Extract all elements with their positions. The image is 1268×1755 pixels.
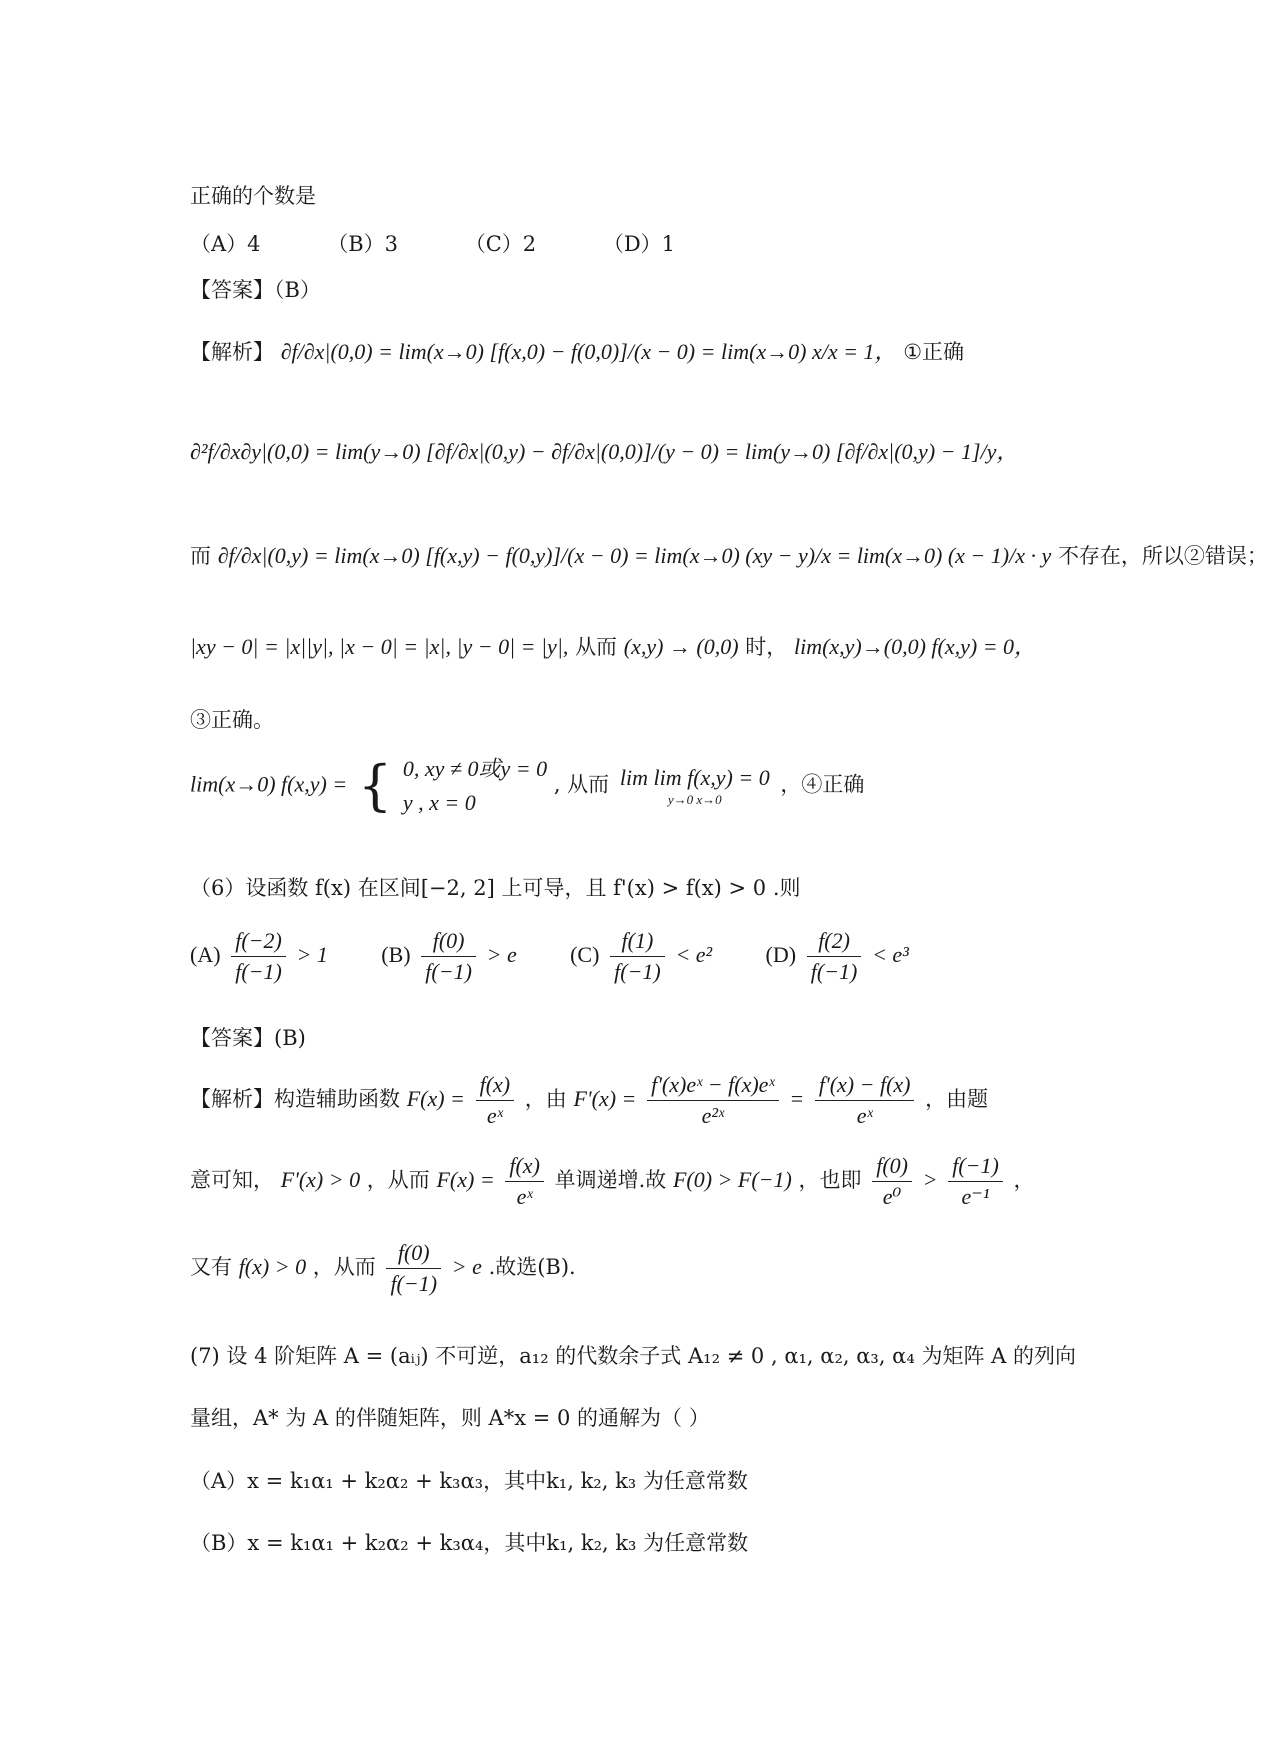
- tag-4: ，④正确: [780, 772, 865, 797]
- q6-a1-text: 构造辅助函数: [274, 1087, 400, 1111]
- q7-line-1: (7) 设 4 阶矩阵 A = (aᵢⱼ) 不可逆，a₁₂ 的代数余子式 A₁₂ ≠ 0 , α₁, α₂, α₃, α₄ 为矩阵 A 的列向: [190, 1344, 1076, 1368]
- q7-option-b: （B）x = k₁α₁ + k₂α₂ + k₃α₄，其中k₁, k₂, k₃ 为任意常数: [190, 1531, 749, 1555]
- q6-a3-start: 又有: [190, 1255, 232, 1279]
- q6-option-d-frac: [807, 928, 862, 985]
- q6-option-b-label: (B): [381, 942, 411, 967]
- answer-1: 【答案】（B）: [190, 278, 321, 302]
- q6-a2-also: ，也即: [798, 1168, 862, 1192]
- piecewise-cases: [403, 752, 547, 820]
- case-1: 0, xy ≠ 0或y = 0: [402, 756, 548, 781]
- q6-a-den: f(−1): [235, 959, 282, 984]
- q6-a3-then: ，从而: [312, 1255, 376, 1279]
- option-c: （C）2: [464, 232, 537, 256]
- q6-a1-F: F(x) =: [406, 1086, 465, 1111]
- q6-answer: 【答案】(B): [190, 1026, 306, 1050]
- q6-a2-n2: f(−1): [948, 1153, 1003, 1182]
- q6-a2-frac3: [948, 1153, 1003, 1210]
- q6-a2-then: ，从而: [366, 1168, 430, 1192]
- analysis-line-4: [190, 630, 1036, 661]
- option-d: （D）1: [602, 232, 676, 256]
- q6-option-c-frac: [610, 928, 665, 985]
- line4-mid: 从而: [575, 635, 618, 659]
- q6-option-a: [190, 928, 335, 984]
- q7-line-2: 量组，A* 为 A 的伴随矩阵，则 A*x = 0 的通解为（ ）: [190, 1406, 710, 1430]
- q6-a2-n1: f(0): [872, 1153, 912, 1182]
- q6-option-a-frac: [231, 928, 286, 985]
- q6-a2-end: ，: [1013, 1168, 1035, 1192]
- option-b: （B）3: [327, 232, 399, 256]
- q6-b-rel: > e: [486, 942, 517, 967]
- q6-analysis-line-2: [190, 1153, 1035, 1210]
- q6-d-den: f(−1): [810, 959, 858, 984]
- limit-condition: (x,y) → (0,0): [623, 634, 739, 659]
- q6-a2-ineq: F(0) > F(−1): [672, 1167, 792, 1192]
- q6-a1-frac2: [647, 1072, 779, 1129]
- q6-a2-frac: [505, 1153, 544, 1210]
- q6-a1-end: ，由题: [925, 1087, 989, 1111]
- option-a: （A）4: [190, 232, 261, 256]
- question-intro: 正确的个数是: [190, 184, 316, 208]
- analysis-tag-1: ①正确: [903, 340, 965, 364]
- line4-when: 时，: [745, 635, 788, 659]
- q6-a1-eq: =: [789, 1086, 805, 1111]
- analysis-line-1: [190, 335, 964, 366]
- iterated-limit-expr: lim lim f(x,y) = 0: [619, 764, 770, 790]
- q6-a1-den2: e²ˣ: [701, 1103, 725, 1128]
- q6-d-rel: < e³: [872, 942, 909, 967]
- q6-a2-Fp: F'(x) > 0: [280, 1167, 361, 1192]
- line6-mid: , 从而: [553, 772, 610, 797]
- analysis-line-5: ③正确。: [190, 708, 274, 732]
- q6-a2-gt: >: [922, 1167, 938, 1192]
- q6-a1-num: f(x): [476, 1072, 515, 1101]
- q6-a1-den: eˣ: [486, 1103, 503, 1128]
- analysis-line-2: [190, 435, 1018, 466]
- q6-option-a-label: (A): [190, 942, 221, 967]
- q6-a1-num2: f'(x)eˣ − f(x)eˣ: [647, 1072, 779, 1101]
- analysis-label: 【解析】: [190, 340, 274, 364]
- mixed-partial-formula: ∂²f/∂x∂y|(0,0) = lim(y→0) [∂f/∂x|(0,y) − ∂f/∂x|(0,0)]/(y − 0) = lim(y→0) [∂f/∂x|(0,y) − 1]/y，: [190, 439, 1019, 464]
- q6-a1-den3: eˣ: [856, 1103, 873, 1128]
- q6-a1-frac: [476, 1072, 515, 1129]
- iterated-limit: [619, 764, 770, 807]
- q6-a-rel: > 1: [296, 942, 328, 967]
- q6-option-c: [570, 928, 719, 984]
- options-row-1: [190, 228, 735, 258]
- q6-a2-den: eˣ: [516, 1184, 533, 1209]
- q6-a3-den: f(−1): [390, 1271, 438, 1296]
- q6-a2-d2: e⁻¹: [961, 1184, 990, 1209]
- analysis-line-3: [190, 540, 1268, 570]
- q6-analysis-label: 【解析】: [190, 1087, 274, 1111]
- q6-a2-start: 意可知，: [190, 1168, 274, 1192]
- q6-a1-Fp: F'(x) =: [573, 1086, 637, 1111]
- q6-a2-num: f(x): [505, 1153, 544, 1182]
- q6-a2-mono: 单调递增.故: [554, 1168, 667, 1192]
- q6-analysis-line-3: [190, 1240, 576, 1297]
- q6-stem: [190, 872, 801, 902]
- q6-a2-F: F(x) =: [436, 1167, 495, 1192]
- q6-option-b: [381, 928, 523, 984]
- q6-analysis-line-1: [190, 1072, 988, 1129]
- line3-prefix: 而: [190, 544, 211, 568]
- q7-option-a: （A）x = k₁α₁ + k₂α₂ + k₃α₃，其中k₁, k₂, k₃ 为任意常数: [190, 1469, 748, 1493]
- q6-a3-fx: f(x) > 0: [238, 1254, 307, 1279]
- q6-option-d-label: (D): [765, 942, 797, 967]
- partial-x-formula: ∂f/∂x|(0,y) = lim(x→0) [f(x,y) − f(0,y)]/(x − 0) = lim(x→0) (xy − y)/x = lim(x→0) (x − 1)/x · y: [217, 543, 1052, 568]
- q6-a-num: f(−2): [231, 928, 286, 957]
- q6-a3-end: .故选(B).: [488, 1255, 576, 1279]
- q6-a1-frac3: [815, 1072, 915, 1129]
- left-brace: {: [357, 754, 393, 818]
- q6-b-den: f(−1): [425, 959, 472, 984]
- q6-options: [190, 928, 909, 985]
- q6-option-c-label: (C): [570, 942, 600, 967]
- q6-a1-num3: f'(x) − f(x): [815, 1072, 915, 1101]
- analysis-formula-1: ∂f/∂x|(0,0) = lim(x→0) [f(x,0) − f(0,0)]/(x − 0) = lim(x→0) x/x = 1，: [280, 339, 897, 364]
- double-limit: lim(x,y)→(0,0) f(x,y) = 0，: [793, 634, 1037, 659]
- q6-a2-d1: e⁰: [882, 1184, 902, 1209]
- q6-d-num: f(2): [807, 928, 862, 957]
- q6-a2-frac2: [872, 1153, 912, 1210]
- q6-option-d: [765, 928, 909, 984]
- analysis-line-6: [190, 752, 864, 820]
- q6-c-num: f(1): [610, 928, 665, 957]
- lim-expression: lim(x→0) f(x,y) =: [190, 771, 348, 797]
- abs-inequalities: |xy − 0| = |x||y|, |x − 0| = |x|, |y − 0| = |y|,: [190, 634, 569, 659]
- case-2: y , x = 0: [402, 790, 476, 816]
- q6-option-b-frac: [421, 928, 476, 985]
- q6-b-num: f(0): [421, 928, 476, 957]
- q6-a3-num: f(0): [386, 1240, 441, 1269]
- line3-suffix: 不存在，所以②错误；: [1057, 544, 1268, 568]
- q6-c-rel: < e²: [675, 942, 713, 967]
- q6-a3-rel: > e: [451, 1254, 482, 1279]
- q6-a3-frac: [386, 1240, 441, 1297]
- q6-c-den: f(−1): [614, 959, 661, 984]
- q6-a1-by: ，由: [524, 1087, 567, 1111]
- iterated-limit-sub: y→0 x→0: [667, 791, 722, 807]
- q6-stem-text: （6）设函数 f(x) 在区间[−2, 2] 上可导，且 f'(x) > f(x) > 0 .则: [190, 876, 801, 900]
